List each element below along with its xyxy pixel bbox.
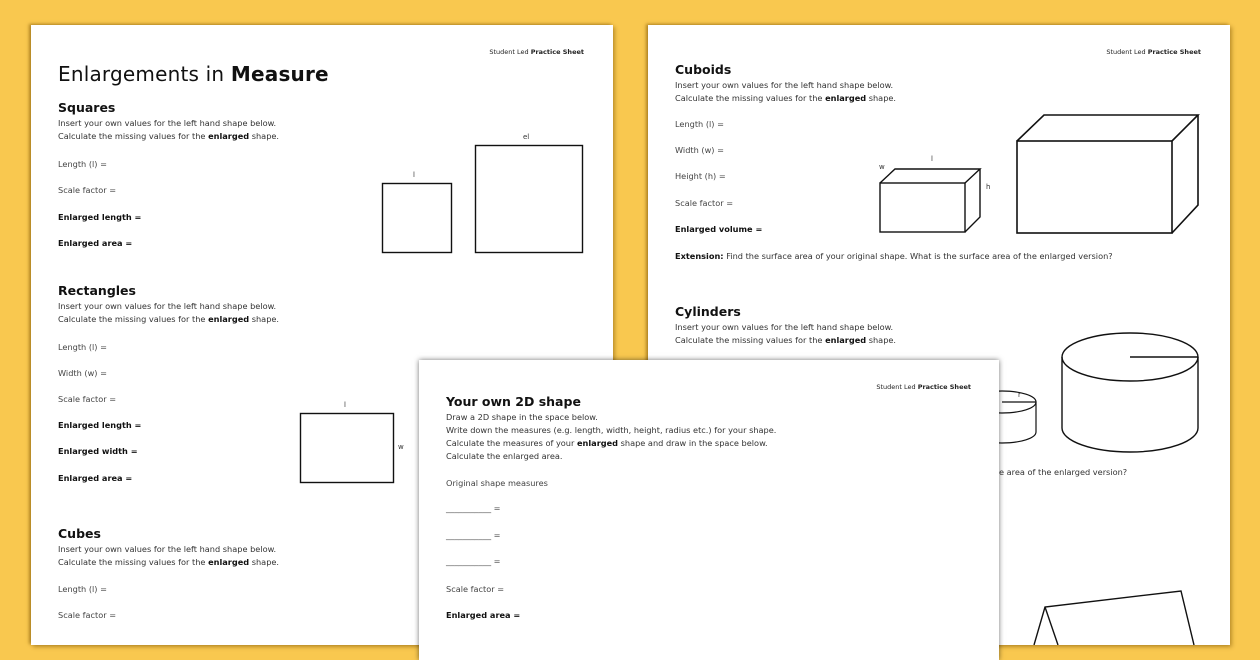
cubes-length-field: Length (l) = [58, 584, 107, 594]
sheet-tag: Student Led Practice Sheet [1106, 48, 1201, 56]
cuboids-width-field: Width (w) = [675, 145, 724, 155]
rectangles-scale-factor-field: Scale factor = [58, 394, 117, 404]
own-shape-instructions: Draw a 2D shape in the space below. Write down the measures (e.g. length, width, height, radius etc.) for your shape. Calculate the measures of your enlarged shape and draw in the space below. Calculate the enlarged area. [446, 412, 777, 461]
own-shape-enlarged-area-field: Enlarged area = [446, 610, 521, 620]
large-square-diagram [475, 145, 583, 253]
small-cuboid-diagram [878, 167, 978, 237]
rectangles-enlarged-area-field: Enlarged area = [58, 473, 133, 483]
cylinder-radius-label: r [1018, 391, 1021, 399]
section-heading-cubes: Cubes [58, 526, 101, 541]
rectangles-width-field: Width (w) = [58, 368, 107, 378]
large-square-label: el [523, 133, 530, 141]
cuboids-instructions: Insert your own values for the left hand shape below. Calculate the missing values for the enlarged shape. [675, 80, 897, 103]
large-cylinder-diagram [1061, 332, 1201, 454]
original-shape-measures-label: Original shape measures [446, 478, 548, 488]
cuboids-scale-factor-field: Scale factor = [675, 198, 734, 208]
squares-scale-factor-field: Scale factor = [58, 185, 117, 195]
sheet-tag: Student Led Practice Sheet [489, 48, 584, 56]
squares-enlarged-length-field: Enlarged length = [58, 212, 142, 222]
prism-diagram [1026, 585, 1206, 645]
cubes-instructions: Insert your own values for the left hand shape below. Calculate the missing values for the enlarged shape. [58, 544, 280, 567]
squares-length-field: Length (l) = [58, 159, 107, 169]
rectangle-diagram [300, 413, 394, 483]
section-heading-rectangles: Rectangles [58, 283, 136, 298]
cuboids-length-field: Length (l) = [675, 119, 724, 129]
rectangles-length-field: Length (l) = [58, 342, 107, 352]
squares-instructions: Insert your own values for the left hand shape below. Calculate the missing values for the enlarged shape. [58, 118, 280, 141]
rectangles-instructions: Insert your own values for the left hand shape below. Calculate the missing values for the enlarged shape. [58, 301, 280, 324]
cuboid-length-label: l [931, 155, 933, 163]
small-square-diagram [382, 183, 452, 253]
cubes-scale-factor-field: Scale factor = [58, 610, 117, 620]
blank-measure-field-1: ___________ = [446, 503, 501, 513]
rectangles-enlarged-length-field: Enlarged length = [58, 420, 142, 430]
sheet-tag: Student Led Practice Sheet [876, 383, 971, 391]
cuboid-height-label: h [986, 183, 991, 191]
section-heading-cuboids: Cuboids [675, 62, 732, 77]
cylinders-extension-partial: e area of the enlarged version? [999, 467, 1128, 477]
cuboids-height-field: Height (h) = [675, 171, 726, 181]
rectangles-enlarged-width-field: Enlarged width = [58, 446, 138, 456]
page-title: Enlargements in Measure [58, 62, 329, 86]
section-heading-own-2d-shape: Your own 2D shape [446, 394, 581, 409]
section-heading-squares: Squares [58, 100, 116, 115]
large-cuboid-diagram [1016, 113, 1202, 235]
squares-enlarged-area-field: Enlarged area = [58, 238, 133, 248]
small-square-label: l [413, 171, 415, 179]
cuboids-enlarged-volume-field: Enlarged volume = [675, 224, 763, 234]
cylinders-instructions: Insert your own values for the left hand shape below. Calculate the missing values for the enlarged shape. [675, 322, 897, 345]
front-worksheet [419, 360, 999, 660]
blank-measure-field-3: ___________ = [446, 556, 501, 566]
blank-measure-field-2: ___________ = [446, 530, 501, 540]
rectangle-top-label: l [344, 401, 346, 409]
section-heading-cylinders: Cylinders [675, 304, 741, 319]
cuboid-width-label: w [879, 163, 885, 171]
own-shape-scale-factor-field: Scale factor = [446, 584, 505, 594]
rectangle-side-label: w [398, 443, 404, 451]
cuboids-extension: Extension: Find the surface area of your original shape. What is the surface area of the enlarged version? [675, 251, 1113, 261]
